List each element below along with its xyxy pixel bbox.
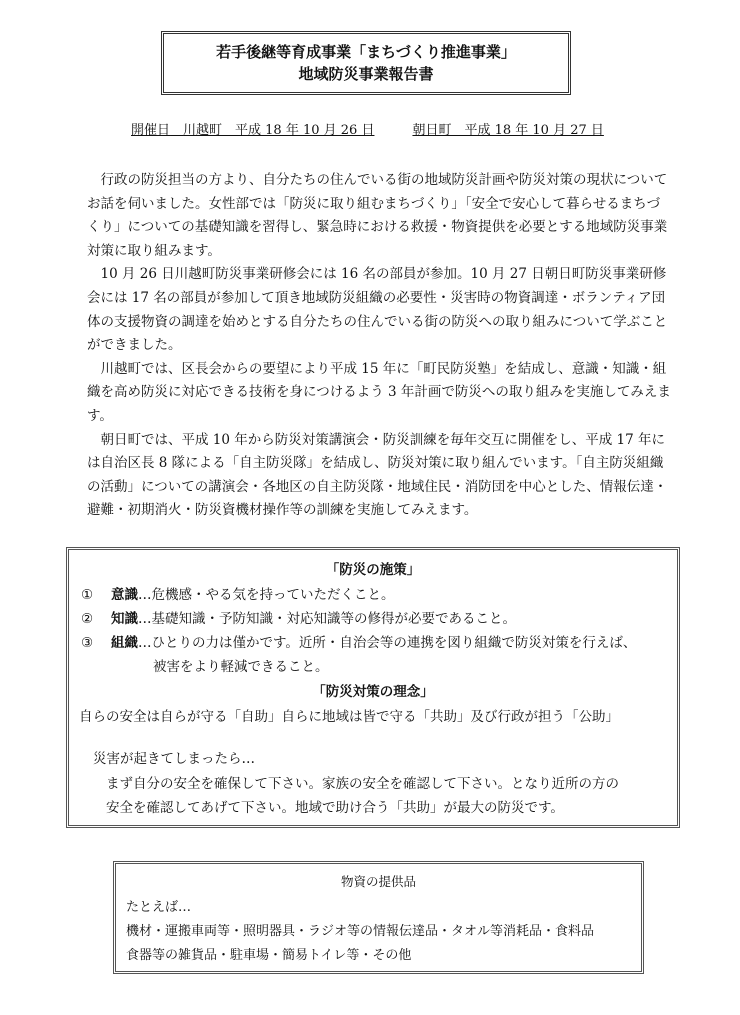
body-paragraph: 10 月 26 日川越町防災事業研修会には 16 名の部員が参加。10 月 27 日朝日町防災事業研修会には 17 名の部員が参加して頂き地域防災組織の必要性・災害時の物資調達・ボランティア団体の支援物資の調達を始めとする自分たちの住んでいる街の防災への取り組みについて学ぶことができました。 — [87, 266, 668, 354]
body-paragraph: 行政の防災担当の方より、自分たちの住んでいる街の地域防災計画や防災対策の現状についてお話を伺いました。女性部では「防災に取り組むまちづくり」「安全で安心して暮らせるまちづくり」についての基礎知識を習得し、緊急時における救援・物資提供を必要とする地域防災事業対策に取り組みます。 — [87, 172, 668, 259]
supplies-box — [113, 861, 644, 974]
report-title-box — [161, 31, 571, 95]
philosophy-heading: 「防災対策の理念」 — [312, 684, 434, 700]
body-paragraph: 川越町では、区長会からの要望により平成 15 年に「町民防災塾」を結成し、意識・知識・組織を高め防災に対応できる技術を身につけるよう 3 年計画で防災への取り組みを実施してみえます。 — [87, 360, 671, 424]
policy-item — [81, 583, 395, 603]
report-title-line1: 若手後継等育成事業「まちづくり推進事業」 — [216, 43, 516, 61]
policy-item-term: 知識 — [111, 611, 138, 627]
philosophy-text: 自らの安全は自らが守る「自助」自らに地域は皆で守る「共助」及び行政が担う「公助」 — [79, 709, 619, 725]
policy-item-number: ① — [81, 587, 94, 603]
policy-item-text: …基礎知識・予防知識・対応知識等の修得が必要であること。 — [138, 611, 516, 627]
policy-item — [81, 631, 636, 651]
supplies-title: 物資の提供品 — [340, 874, 416, 889]
policy-item — [81, 607, 516, 627]
policy-item-text: …危機感・やる気を持っていただくこと。 — [138, 587, 395, 603]
policy-item-number: ③ — [81, 635, 94, 651]
policy-item-number: ② — [81, 611, 94, 627]
supplies-line: たとえば… — [126, 900, 192, 915]
policy-item-term: 組織 — [111, 635, 138, 651]
policy-heading: 「防災の施策」 — [325, 562, 421, 578]
disaster-heading: 災害が起きてしまったら… — [93, 751, 255, 767]
policy-item-continuation: 被害をより軽減できること。 — [153, 659, 329, 675]
disaster-instruction-line: まず自分の安全を確保して下さい。家族の安全を確認して下さい。となり近所の方の — [106, 776, 619, 792]
supplies-line: 食器等の雑貨品・駐車場・簡易トイレ等・その他 — [126, 948, 412, 963]
body-paragraph: 朝日町では、平成 10 年から防災対策講演会・防災訓練を毎年交互に開催をし、平成 17 年には自治区長 8 隊による「自主防災隊」を結成し、防災対策に取り組んでいます。「自主防災組織の活動」についての講演会・各地区の自主防災隊・地域住民・消防団を中心とした、情報伝達・避難・初期消火・防災資機材操作等の訓練を実施してみえます。 — [87, 431, 668, 519]
disaster-policy-box — [66, 547, 680, 828]
held-label: 開催日 — [131, 123, 171, 138]
supplies-line: 機材・運搬車両等・照明器具・ラジオ等の情報伝達品・タオル等消耗品・食料品 — [126, 924, 595, 939]
date-asahi: 朝日町 平成 18 年 10 月 27 日 — [412, 123, 604, 138]
policy-item-term: 意識 — [111, 587, 138, 603]
report-body — [87, 169, 672, 523]
date-kawagoe: 川越町 平成 18 年 10 月 26 日 — [183, 123, 375, 138]
disaster-instruction-line: 安全を確認してあげて下さい。地域で助け合う「共助」が最大の防災です。 — [106, 800, 564, 816]
report-title-line2: 地域防災事業報告書 — [298, 65, 434, 83]
event-dates — [131, 122, 604, 140]
policy-item-text: …ひとりの力は僅かです。近所・自治会等の連携を図り組織で防災対策を行えば、 — [138, 635, 637, 651]
